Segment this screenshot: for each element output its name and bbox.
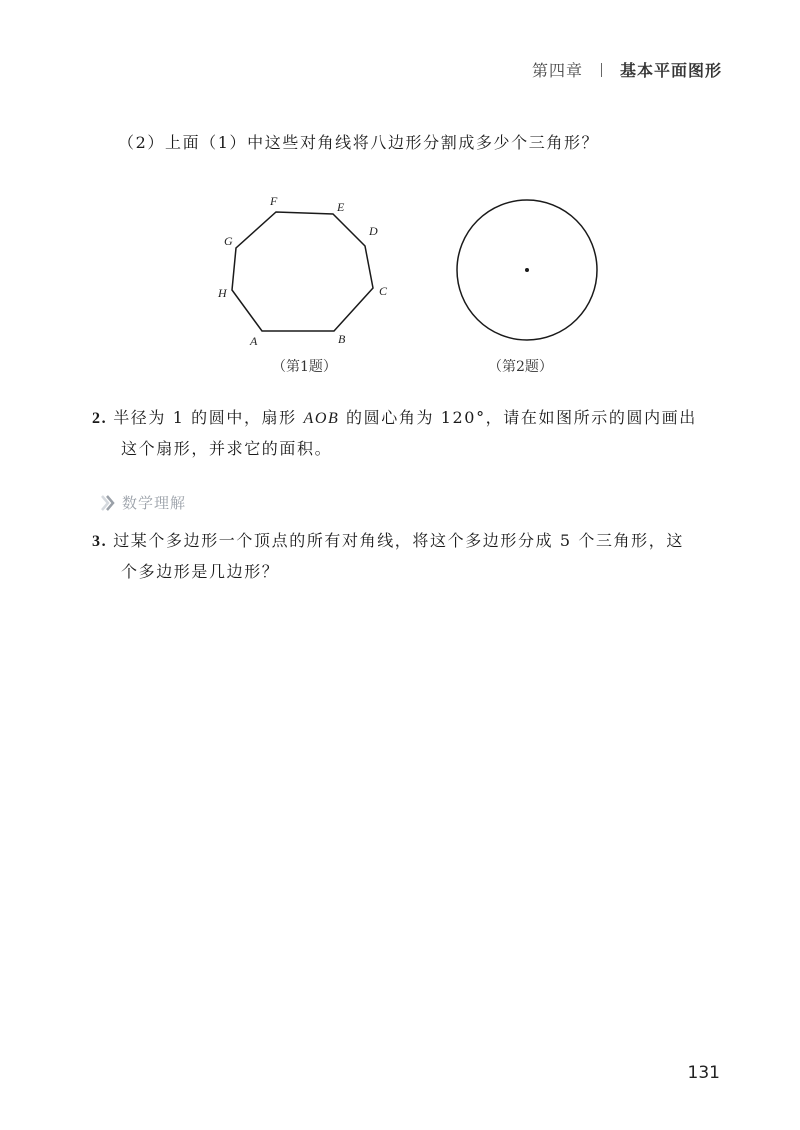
chapter-title: 基本平面图形 xyxy=(619,61,722,80)
sector-name: AOB xyxy=(303,410,340,427)
question-2-number: 2. xyxy=(92,410,108,427)
question-3-line-2: 个多边形是几边形？ xyxy=(121,562,280,581)
vertex-label-e: E xyxy=(337,200,345,214)
question-2-text-a: 半径为 1 的圆中，扇形 xyxy=(113,408,304,427)
vertex-label-f: F xyxy=(270,194,278,208)
question-2-line-2: 这个扇形，并求它的面积。 xyxy=(121,439,333,458)
question-3-number: 3. xyxy=(92,533,108,550)
chapter-label: 第四章 xyxy=(531,61,583,80)
chevron-right-icon xyxy=(98,493,118,513)
section-heading xyxy=(98,492,186,513)
figures xyxy=(0,0,800,400)
question-2-text-b: 的圆心角为 120°，请在如图所示的圆内画出 xyxy=(339,408,697,427)
vertex-label-h: H xyxy=(218,286,227,300)
question-1-part-2: （2）上面（1）中这些对角线将八边形分割成多少个三角形？ xyxy=(118,133,600,152)
vertex-label-c: C xyxy=(379,284,388,298)
octagon-shape xyxy=(232,212,373,331)
figure-1-caption: （第1题） xyxy=(272,359,337,375)
vertex-label-g: G xyxy=(224,234,233,248)
vertex-label-d: D xyxy=(369,224,378,238)
figure-2-caption: （第2题） xyxy=(488,359,553,375)
question-2-line-1 xyxy=(92,403,697,434)
section-title: 数学理解 xyxy=(122,494,187,512)
question-3-text-a: 过某个多边形一个顶点的所有对角线，将这个多边形分成 5 个三角形，这 xyxy=(113,531,684,550)
question-3-line-1 xyxy=(92,526,684,557)
vertex-label-a: A xyxy=(250,334,258,348)
circle-center-point xyxy=(525,268,529,272)
page-number: 131 xyxy=(687,1063,720,1083)
vertex-label-b: B xyxy=(338,332,346,346)
